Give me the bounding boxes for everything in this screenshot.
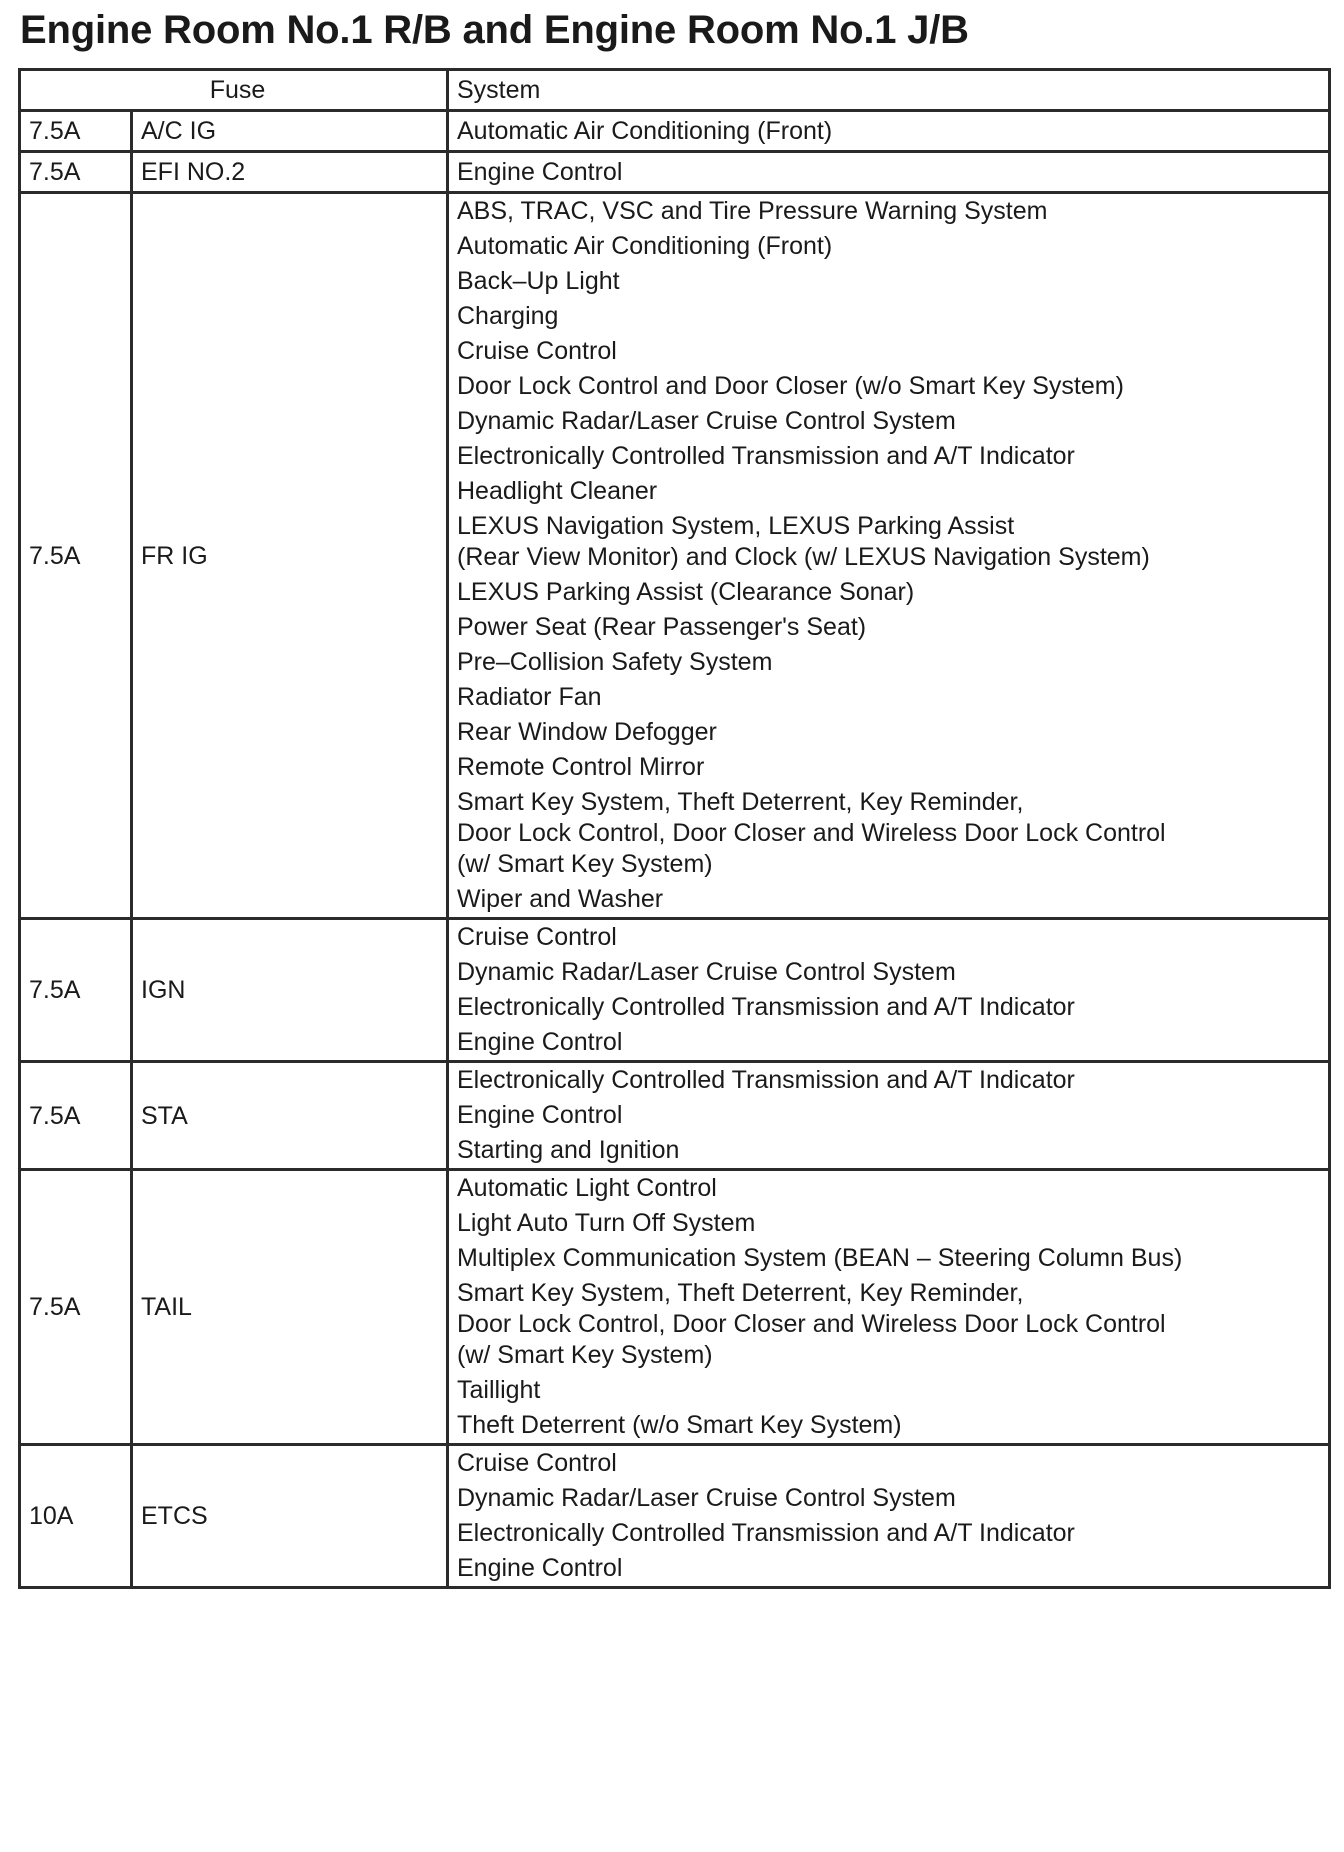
system-item: Cruise Control (457, 923, 617, 951)
system-item: Electronically Controlled Transmission and A/T Indicator (457, 993, 1075, 1021)
fuse-column-header: Fuse (20, 70, 448, 111)
system-cell (448, 1445, 1330, 1588)
system-item: Light Auto Turn Off System (457, 1209, 756, 1237)
table-row (20, 111, 1330, 152)
fuse-name: A/C IG (132, 111, 448, 152)
system-cell (448, 919, 1330, 1062)
table-row (20, 919, 1330, 1062)
system-item: Cruise Control (457, 337, 617, 365)
system-item: Automatic Air Conditioning (Front) (457, 232, 833, 260)
fuse-amperage: 7.5A (20, 1170, 132, 1445)
fuse-amperage: 7.5A (20, 111, 132, 152)
system-item: Engine Control (457, 157, 623, 186)
system-item: Dynamic Radar/Laser Cruise Control System (457, 407, 956, 435)
fuse-name: EFI NO.2 (132, 152, 448, 193)
system-item: Automatic Light Control (457, 1174, 717, 1202)
table-row (20, 193, 1330, 919)
fuse-table (18, 68, 1331, 1589)
system-item: Door Lock Control and Door Closer (w/o Smart Key System) (457, 372, 1124, 400)
table-row (20, 1170, 1330, 1445)
system-item: Theft Deterrent (w/o Smart Key System) (457, 1411, 902, 1439)
system-cell (448, 1170, 1330, 1445)
system-item: Charging (457, 302, 559, 330)
page-title: Engine Room No.1 R/B and Engine Room No.1 J/B (20, 8, 969, 52)
system-item: Cruise Control (457, 1449, 617, 1477)
fuse-amperage: 7.5A (20, 152, 132, 193)
system-item: Engine Control (457, 1028, 623, 1056)
system-item: Electronically Controlled Transmission and A/T Indicator (457, 442, 1075, 470)
system-list (457, 1446, 1328, 1586)
system-item: Headlight Cleaner (457, 477, 658, 505)
table-row (20, 1445, 1330, 1588)
fuse-name: ETCS (132, 1445, 448, 1588)
system-item: LEXUS Navigation System, LEXUS Parking Assist (Rear View Monitor) and Clock (w/ LEXUS Navigation System) (457, 512, 1150, 571)
fuse-amperage: 7.5A (20, 1062, 132, 1170)
header-row (20, 70, 1330, 111)
fuse-name: IGN (132, 919, 448, 1062)
system-cell (448, 193, 1330, 919)
system-item: Smart Key System, Theft Deterrent, Key Reminder, Door Lock Control, Door Closer and Wireless Door Lock Control (w/ Smart Key System) (457, 788, 1166, 878)
fuse-name: TAIL (132, 1170, 448, 1445)
fuse-name: FR IG (132, 193, 448, 919)
system-item: Wiper and Washer (457, 885, 664, 913)
system-item: Electronically Controlled Transmission and A/T Indicator (457, 1519, 1075, 1547)
table-header (20, 70, 1330, 111)
system-item: Pre–Collision Safety System (457, 648, 773, 676)
system-item: Multiplex Communication System (BEAN – Steering Column Bus) (457, 1244, 1183, 1272)
system-cell (448, 1062, 1330, 1170)
system-list (457, 1063, 1328, 1168)
system-item: Taillight (457, 1376, 541, 1404)
fuse-amperage: 7.5A (20, 919, 132, 1062)
system-item: Back–Up Light (457, 267, 620, 295)
system-cell (448, 152, 1330, 193)
system-item: Smart Key System, Theft Deterrent, Key Reminder, Door Lock Control, Door Closer and Wireless Door Lock Control (w/ Smart Key System) (457, 1279, 1166, 1369)
system-item: Rear Window Defogger (457, 718, 717, 746)
system-list (457, 1171, 1328, 1443)
system-item: Dynamic Radar/Laser Cruise Control System (457, 958, 956, 986)
system-list (457, 920, 1328, 1060)
fuse-amperage: 10A (20, 1445, 132, 1588)
system-item: Dynamic Radar/Laser Cruise Control System (457, 1484, 956, 1512)
system-item: Power Seat (Rear Passenger's Seat) (457, 613, 867, 641)
system-list (457, 194, 1328, 917)
system-item: Automatic Air Conditioning (Front) (457, 116, 833, 145)
system-item: Engine Control (457, 1554, 623, 1582)
system-item: Electronically Controlled Transmission and A/T Indicator (457, 1066, 1075, 1094)
fuse-amperage: 7.5A (20, 193, 132, 919)
system-cell (448, 111, 1330, 152)
system-item: ABS, TRAC, VSC and Tire Pressure Warning System (457, 197, 1048, 225)
fuse-name: STA (132, 1062, 448, 1170)
system-item: Remote Control Mirror (457, 753, 705, 781)
system-item: Radiator Fan (457, 683, 602, 711)
system-item: Starting and Ignition (457, 1136, 680, 1164)
system-list (457, 157, 1328, 188)
table-row (20, 1062, 1330, 1170)
system-list (457, 116, 1328, 147)
system-item: Engine Control (457, 1101, 623, 1129)
system-item: LEXUS Parking Assist (Clearance Sonar) (457, 578, 915, 606)
table-row (20, 152, 1330, 193)
table-body (20, 111, 1330, 1588)
system-column-header: System (448, 70, 1330, 111)
